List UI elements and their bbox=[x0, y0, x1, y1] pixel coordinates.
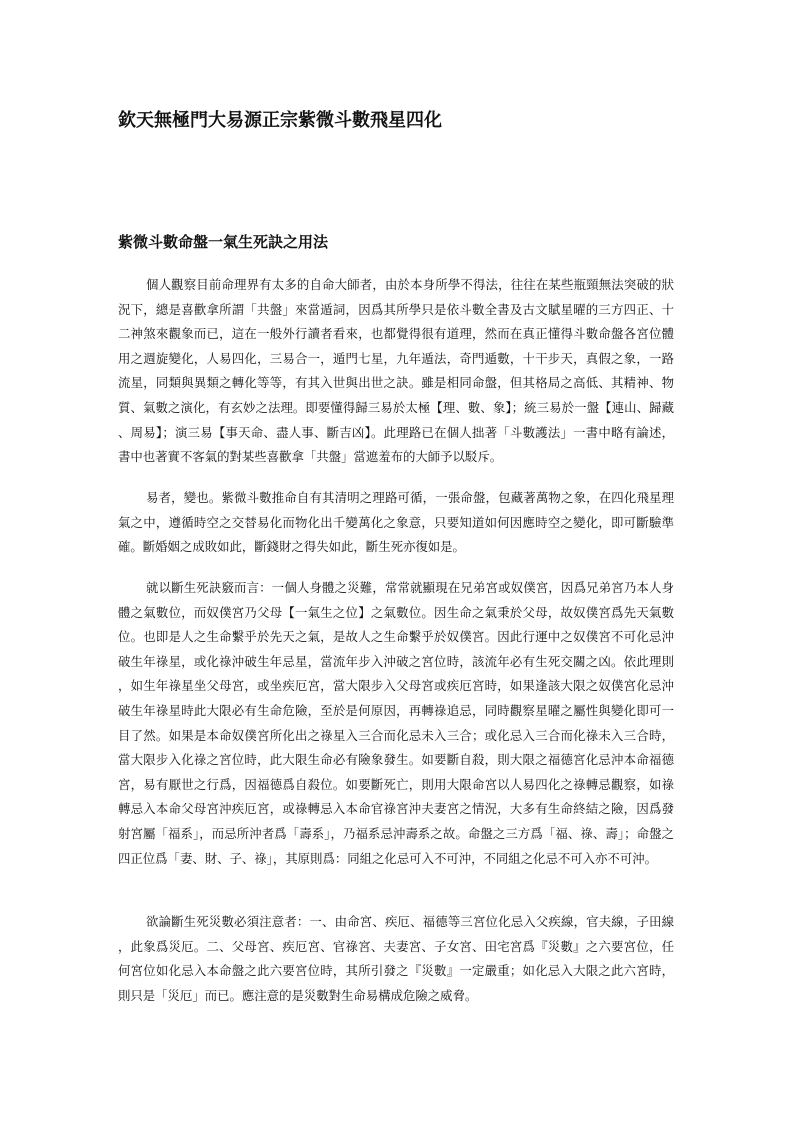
paragraph-2: 易者，變也。紫微斗數推命自有其清明之理路可循，一張命盤，包藏著萬物之象，在四化飛星理氣之中，遵循時空之交替易化而物化出千變萬化之象意，只要知道如何因應時空之變化，即可斷驗準確。斷婚姻之成敗如此，斷錢財之得失如此，斷生死亦復如是。 bbox=[118, 490, 674, 555]
paragraph-3: 就以斷生死訣竅而言：一個人身體之災難，常常就顯現在兄弟宮或奴僕宮，因爲兄弟宮乃本人身體之氣數位，而奴僕宮乃父母【一氣生之位】之氣數位。因生命之氣秉於父母，故奴僕宮爲先天氣數位。也即是人之生命繫乎於先天之氣，是故人之生命繫乎於奴僕宮。因此行運中之奴僕宮不可化忌沖破生年祿星，或化祿沖破生年忌星，當流年步入沖破之宮位時，該流年必有生死交關之凶。依此理則，如生年祿星坐父母宮，或坐疾厄宮，當大限步入父母宮或疾厄宮時，如果逢該大限之奴僕宮化忌沖破生年祿星時此大限必有生命危險，至於是何原因，再轉祿追忌，同時觀察星曜之屬性與變化即可一目了然。如果是本命奴僕宮所化出之祿星入三合而化忌未入三合；或化忌入三合而化祿未入三合時，當大限步入化祿之宮位時，此大限生命必有險象發生。如要斷自殺，則大限之福德宮化忌沖本命福德宮，易有厭世之行爲，因福德爲自殺位。如要斷死亡，則用大限命宮以人易四化之祿轉忌觀察，如祿轉忌入本命父母宮沖疾厄宮，或祿轉忌入本命官祿宮沖夫妻宮之情況，大多有生命終結之險，因爲發射宮屬「福系」，而忌所沖者爲「壽系」，乃福系忌沖壽系之故。命盤之三方爲「福、祿、壽」；命盤之四正位爲「妻、財、子、祿」，其原則爲：同組之化忌可入不可沖，不同組之化忌不可入亦不可沖。 bbox=[118, 580, 674, 866]
document-title: 欽天無極門大易源正宗紫微斗數飛星四化 bbox=[118, 110, 442, 131]
paragraph-1: 個人觀察目前命理界有太多的自命大師者，由於本身所學不得法，往往在某些瓶頸無法突破的狀況下，總是喜歡拿所謂「共盤」來當遁詞，因爲其所學只是依斗數全書及古文賦星曜的三方四正、十二神煞來觀象而已，這在一般外行讀者看來，也都覺得很有道理，然而在真正懂得斗數命盤各宮位體用之週旋變化，人易四化，三易合一，遁門七星，九年遁法，奇門遁數，十干步天，真假之象，一路流星，同類與異類之轉化等等，有其入世與出世之訣。雖是相同命盤，但其格局之高低、其精神、物質、氣數之演化，有玄妙之法理。即要懂得歸三易於太極【理、數、象】；統三易於一盤【連山、歸藏、周易】；演三易【事天命、盡人事、斷吉凶】。此理路已在個人拙著「斗數護法」一書中略有論述，書中也著實不客氣的對某些喜歡拿「共盤」當遮羞布的大師予以駁斥。 bbox=[118, 277, 674, 465]
section-heading: 紫微斗數命盤一氣生死訣之用法 bbox=[118, 233, 329, 251]
paragraph-4: 欲論斷生死災數必須注意者：一、由命宮、疾厄、福德等三宮位化忌入父疾線，官夫線，子田線，此象爲災厄。二、父母宮、疾厄宮、官祿宮、夫妻宮、子女宮、田宅宮爲『災數』之六要宮位，任何宮位如化忌入本命盤之此六要宮位時，其所引發之『災數』一定嚴重；如化忌入大限之此六宮時，則只是「災厄」而已。應注意的是災數對生命易構成危險之威脅。 bbox=[118, 914, 674, 1003]
